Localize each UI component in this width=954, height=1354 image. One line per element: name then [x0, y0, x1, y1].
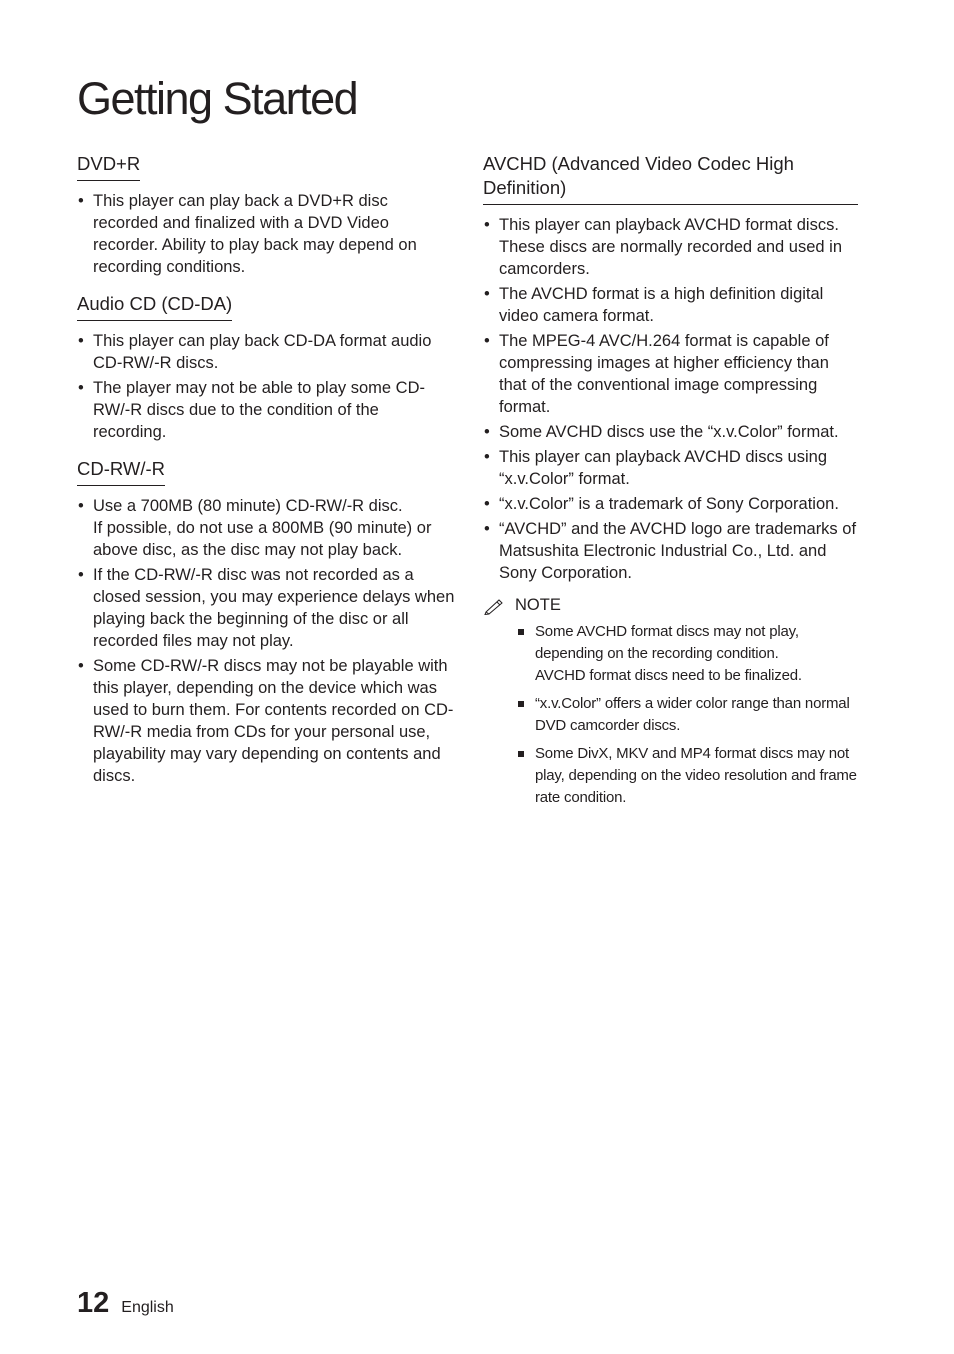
- list-item-text: This player can play back a DVD+R disc recorded and finalized with a DVD Video recorder. Ability to play back may depend on recording conditions.: [93, 192, 417, 276]
- list-item: [483, 518, 858, 584]
- bullet-icon: •: [484, 332, 490, 350]
- list-item-text: The player may not be able to play some CD-RW/-R discs due to the condition of the recording.: [93, 379, 425, 441]
- list-item-text: The AVCHD format is a high definition digital video camera format.: [499, 285, 824, 325]
- note-item-text: Some AVCHD format discs may not play, depending on the recording condition. AVCHD format discs need to be finalized.: [535, 623, 802, 684]
- bullet-icon: •: [78, 497, 84, 515]
- section-heading: AVCHD (Advanced Video Codec High Definition): [483, 152, 858, 205]
- bullet-icon: •: [78, 332, 84, 350]
- bullet-icon: •: [78, 379, 84, 397]
- bullet-list: [483, 214, 858, 584]
- list-item-text: “AVCHD” and the AVCHD logo are trademarks of Matsushita Electronic Industrial Co., Ltd. and Sony Corporation.: [499, 520, 857, 582]
- list-item: [483, 330, 858, 418]
- bullet-list: [77, 330, 455, 443]
- list-item-text: Some AVCHD discs use the “x.v.Color” format.: [499, 423, 839, 441]
- list-item-text: This player can playback AVCHD format discs. These discs are normally recorded and used in camcorders.: [499, 216, 843, 278]
- list-item: [77, 655, 455, 787]
- bullet-list: [77, 190, 455, 278]
- note-item-text: “x.v.Color” offers a wider color range than normal DVD camcorder discs.: [535, 695, 850, 734]
- bullet-icon: •: [484, 495, 490, 513]
- list-item-text: The MPEG-4 AVC/H.264 format is capable of compressing images at higher efficiency than that of the conventional image compressing format.: [499, 332, 829, 416]
- note-item: [483, 743, 858, 809]
- section-heading: CD-RW/-R: [77, 457, 165, 486]
- section-heading: DVD+R: [77, 152, 140, 181]
- bullet-icon: •: [78, 566, 84, 584]
- list-item: [77, 330, 455, 374]
- note-item: [483, 693, 858, 737]
- bullet-icon: •: [78, 192, 84, 210]
- right-column: [483, 152, 858, 823]
- list-item: [483, 283, 858, 327]
- list-item-text: Use a 700MB (80 minute) CD-RW/-R disc. If possible, do not use a 800MB (90 minute) or above disc, as the disc may not play back.: [93, 497, 432, 559]
- list-item-text: If the CD-RW/-R disc was not recorded as a closed session, you may experience delays when playing back the beginning of the disc or all recorded files may not play.: [93, 566, 455, 650]
- section-cd-rw-r: [77, 457, 455, 787]
- list-item: [77, 377, 455, 443]
- list-item: [77, 495, 455, 561]
- list-item: [483, 446, 858, 490]
- bullet-icon: •: [78, 657, 84, 675]
- left-column: [77, 152, 455, 801]
- square-bullet-icon: [518, 629, 524, 635]
- list-item-text: “x.v.Color” is a trademark of Sony Corporation.: [499, 495, 839, 513]
- bullet-icon: •: [484, 423, 490, 441]
- square-bullet-icon: [518, 701, 524, 707]
- bullet-icon: •: [484, 520, 490, 538]
- note-item-text: Some DivX, MKV and MP4 format discs may not play, depending on the video resolution and frame rate condition.: [535, 745, 857, 806]
- page-footer: [77, 1287, 174, 1320]
- page-title: Getting Started: [77, 73, 358, 124]
- list-item-text: This player can playback AVCHD discs using “x.v.Color” format.: [499, 448, 828, 488]
- language-label: English: [121, 1299, 174, 1316]
- section-heading: Audio CD (CD-DA): [77, 292, 232, 321]
- bullet-icon: •: [484, 448, 490, 466]
- note-item: [483, 621, 858, 687]
- section-avchd: [483, 152, 858, 809]
- square-bullet-icon: [518, 751, 524, 757]
- section-dvd-r: [77, 152, 455, 278]
- note-label: NOTE: [515, 596, 561, 614]
- page-number: 12: [77, 1287, 110, 1319]
- list-item-text: This player can play back CD-DA format audio CD-RW/-R discs.: [93, 332, 432, 372]
- note-list: [483, 621, 858, 809]
- bullet-icon: •: [484, 285, 490, 303]
- section-audio-cd: [77, 292, 455, 443]
- list-item: [483, 214, 858, 280]
- list-item: [483, 421, 858, 443]
- list-item-text: Some CD-RW/-R discs may not be playable with this player, depending on the device which was used to burn them. For contents recorded on CD-RW/-R media from CDs for your personal use, playability may vary depending on contents and discs.: [93, 657, 454, 785]
- bullet-list: [77, 495, 455, 787]
- note-header: [483, 596, 858, 615]
- pencil-icon: [483, 597, 507, 615]
- list-item: [77, 190, 455, 278]
- bullet-icon: •: [484, 216, 490, 234]
- list-item: [483, 493, 858, 515]
- list-item: [77, 564, 455, 652]
